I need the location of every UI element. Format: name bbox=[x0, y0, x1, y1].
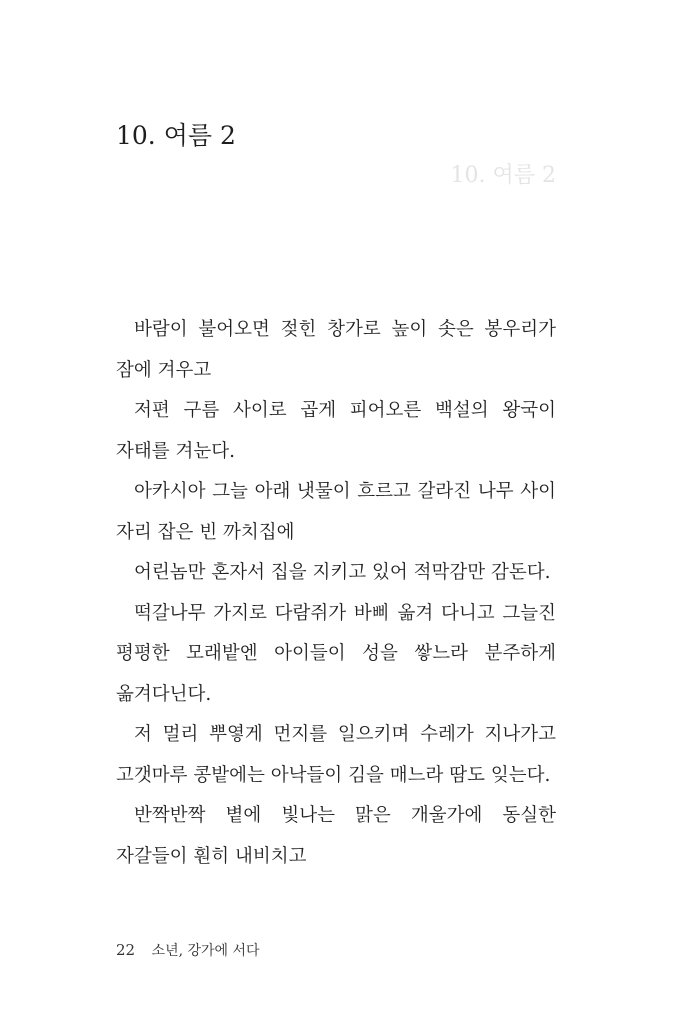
paragraph: 바람이 불어오면 젖힌 창가로 높이 솟은 봉우리가 잠에 겨우고 bbox=[116, 319, 556, 381]
running-header: 10. 여름 2 bbox=[450, 163, 556, 188]
paragraph: 아카시아 그늘 아래 냇물이 흐르고 갈라진 나무 사이 자리 잡은 빈 까치집에 bbox=[116, 481, 556, 543]
body-text bbox=[116, 310, 556, 877]
paragraph: 반짝반짝 볕에 빛나는 맑은 개울가에 동실한 자갈들이 훤히 내비치고 bbox=[116, 805, 556, 867]
paragraph: 어린놈만 혼자서 집을 지키고 있어 적막감만 감돈다. bbox=[134, 562, 551, 583]
book-title: 소년, 강가에 서다 bbox=[151, 943, 260, 959]
page-footer bbox=[116, 940, 260, 960]
paragraph: 저편 구름 사이로 곱게 피어오른 백설의 왕국이 자태를 겨눈다. bbox=[116, 400, 556, 462]
chapter-title: 10. 여름 2 bbox=[116, 121, 236, 150]
page-number: 22 bbox=[116, 941, 136, 959]
paragraph: 저 멀리 뿌옇게 먼지를 일으키며 수레가 지나가고 고갯마루 콩밭에는 아낙들이 김을 매느라 땀도 잊는다. bbox=[116, 724, 556, 786]
paragraph: 떡갈나무 가지로 다람쥐가 바삐 옮겨 다니고 그늘진 평평한 모래밭엔 아이들이 성을 쌓느라 분주하게 옮겨다닌다. bbox=[116, 602, 556, 705]
